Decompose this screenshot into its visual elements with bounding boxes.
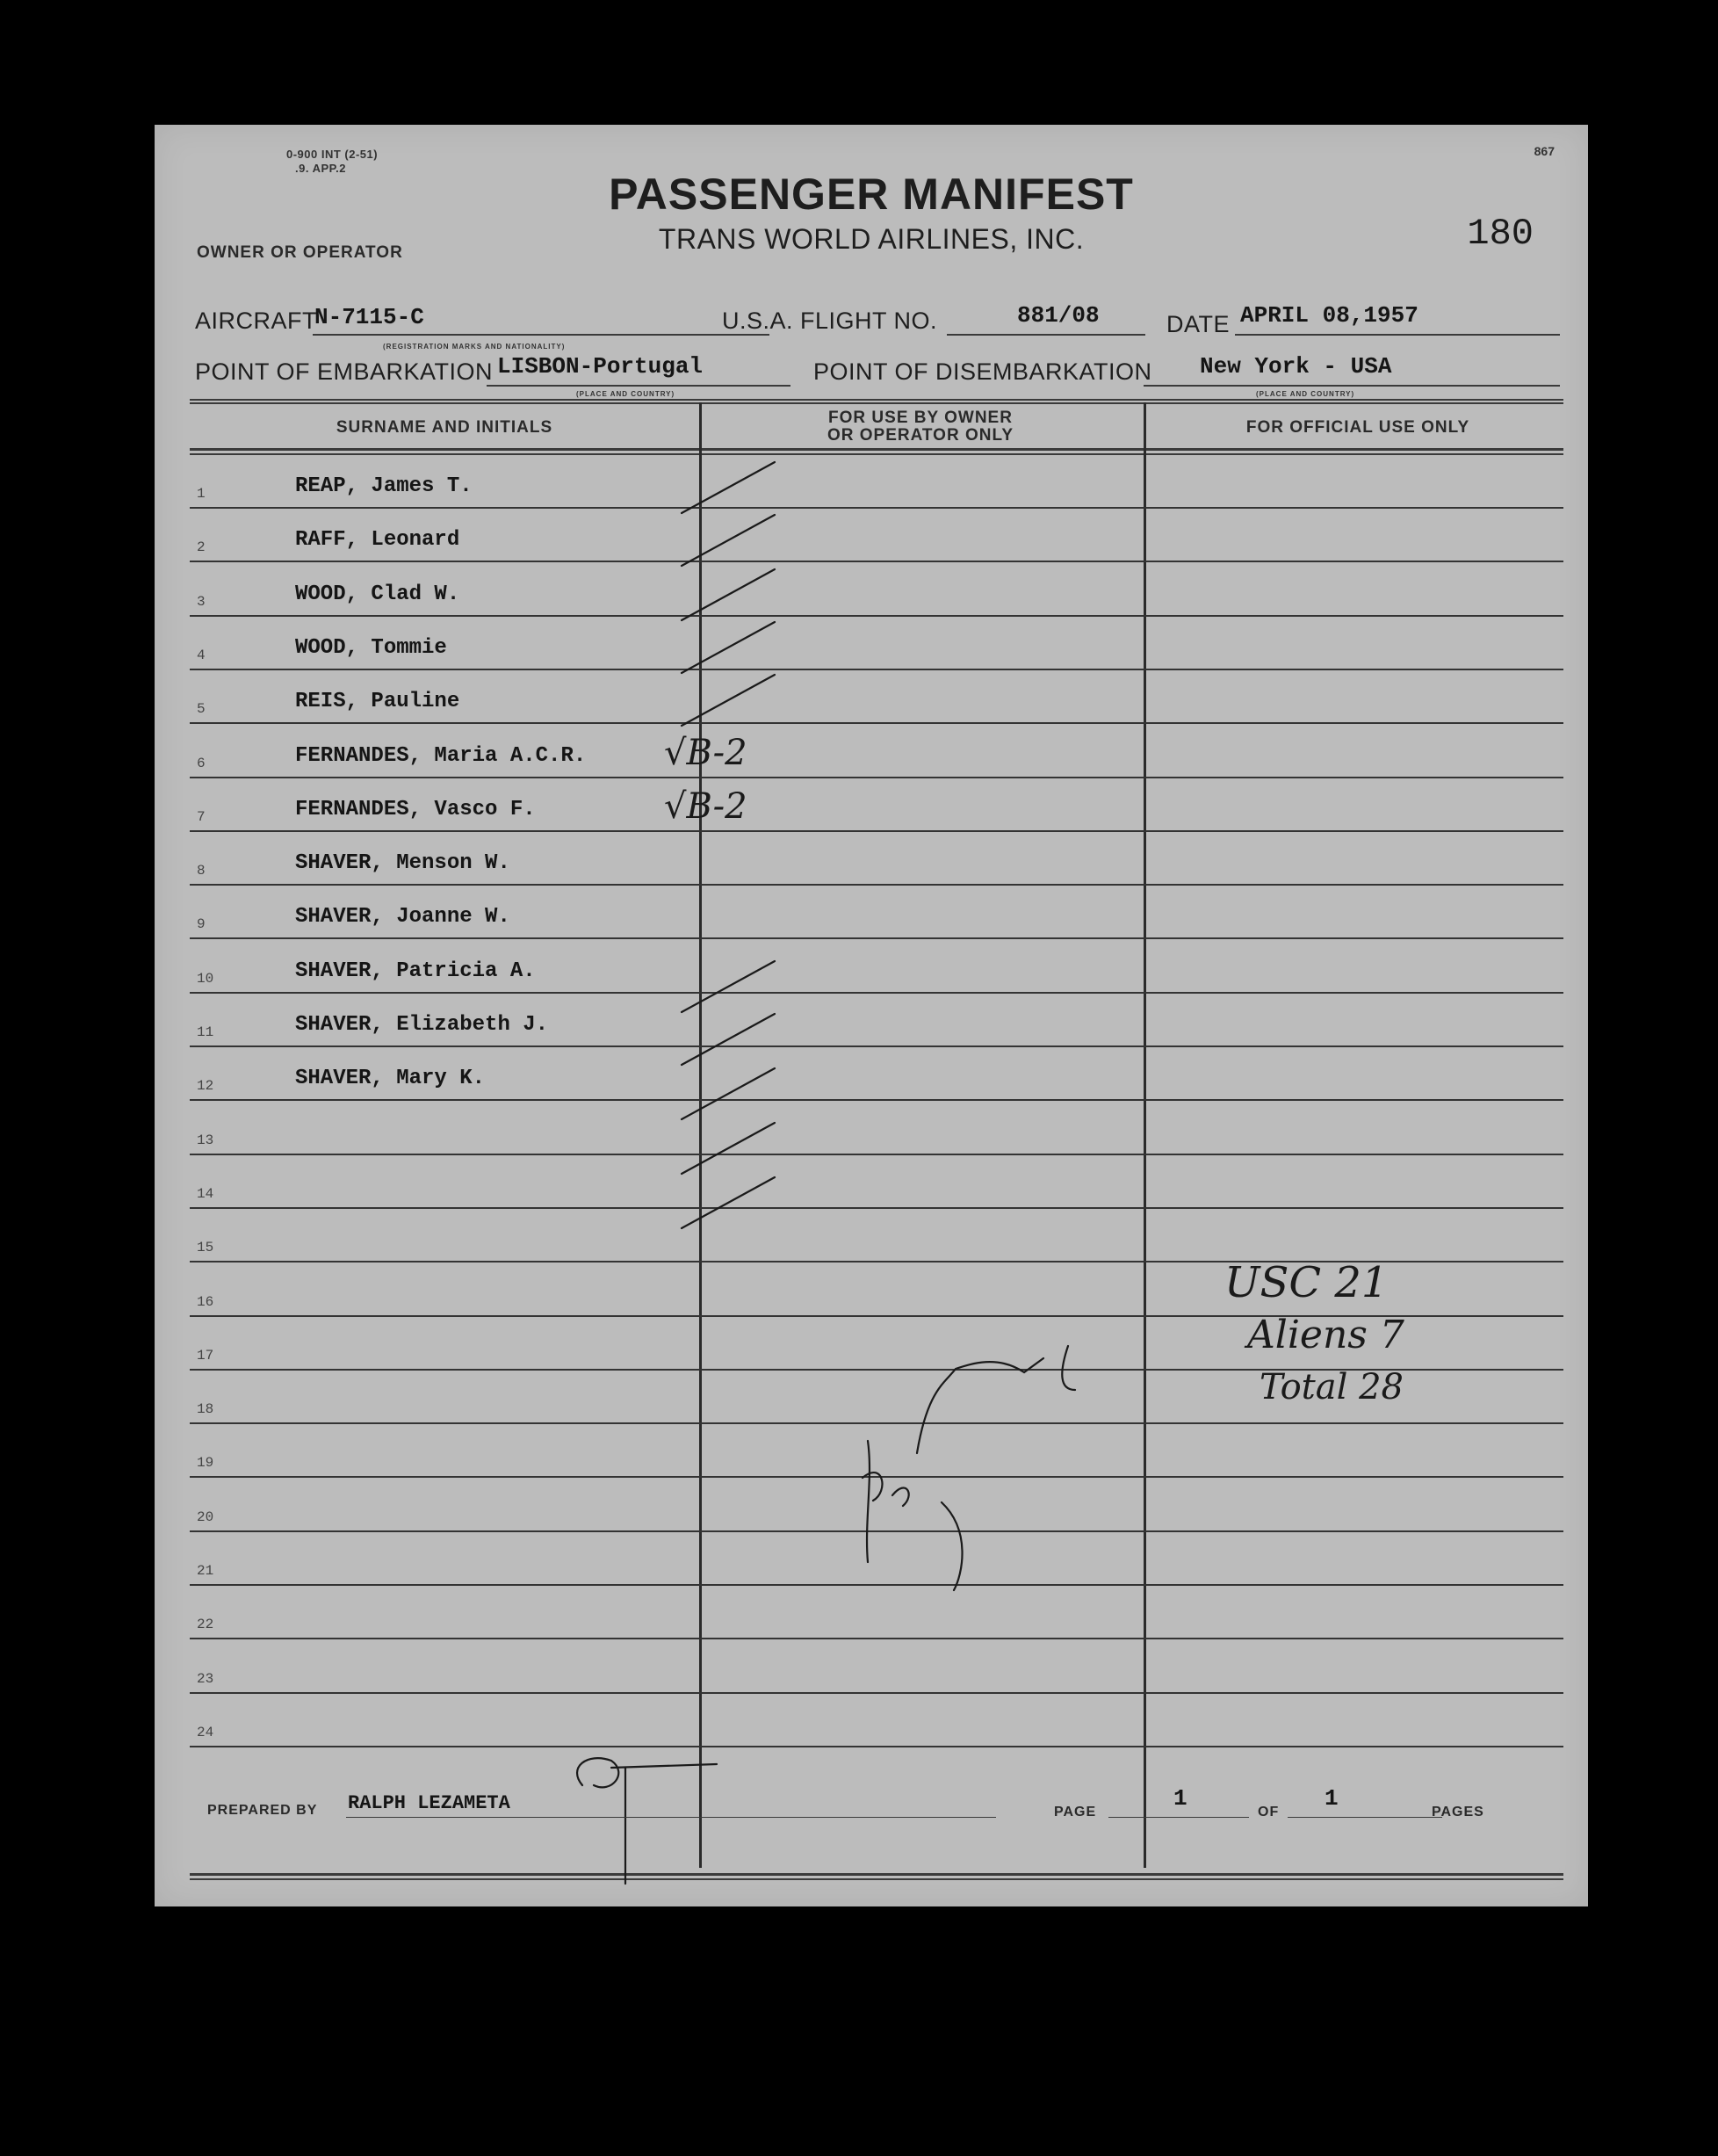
pages-label: PAGES [1432, 1805, 1484, 1820]
row-number: 7 [197, 808, 206, 825]
prepared-by-value: RALPH LEZAMETA [348, 1792, 510, 1814]
flight-number-value: 881/08 [1017, 302, 1100, 329]
row-number: 18 [197, 1401, 214, 1418]
check-stroke-1 [682, 462, 775, 513]
row-number: 10 [197, 970, 214, 987]
passenger-name: SHAVER, Patricia A. [295, 959, 536, 983]
of-value: 1 [1325, 1785, 1339, 1812]
row-number: 4 [197, 647, 206, 663]
official-note-aliens: Aliens 7 [1247, 1313, 1404, 1357]
passenger-name: REIS, Pauline [295, 690, 460, 714]
passenger-name: FERNANDES, Maria A.C.R. [295, 743, 587, 768]
date-label: DATE [1166, 311, 1231, 337]
passenger-name: SHAVER, Elizabeth J. [295, 1013, 549, 1037]
row-number: 14 [197, 1185, 214, 1202]
row-number: 13 [197, 1132, 214, 1148]
row-number: 22 [197, 1617, 214, 1633]
check-stroke-9 [682, 1014, 775, 1065]
passenger-name: SHAVER, Joanne W. [295, 905, 510, 930]
disembarkation-note: (PLACE AND COUNTRY) [1256, 390, 1355, 398]
registration-note: (REGISTRATION MARKS AND NATIONALITY) [383, 343, 566, 351]
passenger-name: REAP, James T. [295, 474, 473, 498]
row-number: 9 [197, 916, 206, 933]
passenger-name: SHAVER, Menson W. [295, 851, 510, 876]
row-number: 15 [197, 1240, 214, 1256]
owner-use-header: FOR USE BY OWNER OR OPERATOR ONLY [827, 409, 1014, 445]
check-stroke-5 [682, 675, 775, 726]
passenger-name: WOOD, Clad W. [295, 582, 460, 606]
row-number: 24 [197, 1724, 214, 1740]
row-number: 19 [197, 1455, 214, 1472]
prepared-by-underline [346, 1817, 996, 1818]
check-stroke-3 [682, 569, 775, 620]
disembarkation-value: New York - USA [1200, 353, 1392, 380]
preparer-signature [577, 1758, 717, 1787]
passenger-name: FERNANDES, Vasco F. [295, 797, 536, 821]
disembarkation-label: POINT OF DISEMBARKATION [813, 358, 1152, 385]
form-code: 0-900 INT (2-51) .9. APP.2 [286, 148, 379, 175]
manifest-sheet [155, 125, 1588, 1906]
embarkation-value: LISBON-Portugal [497, 353, 704, 380]
page-label: PAGE [1054, 1805, 1097, 1820]
embarkation-label: POINT OF EMBARKATION [195, 358, 494, 385]
row-number: 6 [197, 755, 206, 771]
passenger-name: SHAVER, Mary K. [295, 1067, 486, 1091]
row-number: 11 [197, 1024, 214, 1040]
check-stroke-10 [682, 1068, 775, 1119]
owner-operator-label: OWNER OR OPERATOR [197, 243, 403, 262]
row-number: 12 [197, 1078, 214, 1095]
document-title: PASSENGER MANIFEST [609, 170, 1134, 219]
row-number: 20 [197, 1508, 214, 1525]
check-stroke-11 [682, 1123, 775, 1174]
row-number: 2 [197, 539, 206, 556]
check-stroke-12 [682, 1177, 775, 1228]
airline-name: TRANS WORLD AIRLINES, INC. [658, 223, 1085, 255]
embarkation-note: (PLACE AND COUNTRY) [576, 390, 675, 398]
corner-number: 867 [1534, 144, 1555, 158]
page-value: 1 [1173, 1785, 1187, 1812]
handwriting-overlay [155, 125, 1588, 1906]
visa-mark: √B-2 [664, 732, 747, 773]
row-number: 16 [197, 1293, 214, 1310]
row-number: 3 [197, 593, 206, 610]
row-number: 5 [197, 701, 206, 718]
of-underline [1288, 1817, 1442, 1818]
check-stroke-8 [682, 961, 775, 1012]
check-stroke-4 [682, 622, 775, 673]
row-number: 23 [197, 1670, 214, 1687]
aircraft-label: AIRCRAFT [195, 307, 317, 334]
signature-tail [942, 1502, 963, 1590]
row-number: 8 [197, 863, 206, 879]
row-number: 1 [197, 486, 206, 502]
passenger-name: RAFF, Leonard [295, 528, 460, 553]
date-value: APRIL 08,1957 [1240, 302, 1418, 329]
official-use-header: FOR OFFICIAL USE ONLY [1245, 418, 1470, 437]
official-note-total: Total 28 [1260, 1367, 1404, 1407]
visa-mark: √B-2 [664, 785, 747, 827]
aircraft-value: N-7115-C [314, 304, 424, 330]
page-underline [1108, 1817, 1249, 1818]
row-number: 21 [197, 1563, 214, 1579]
page-stamp-number: 180 [1467, 213, 1534, 255]
check-stroke-2 [682, 515, 775, 566]
passenger-name: WOOD, Tommie [295, 635, 447, 660]
of-label: OF [1258, 1805, 1280, 1820]
official-note-usc: USC 21 [1224, 1258, 1389, 1307]
row-number: 17 [197, 1347, 214, 1364]
signature-scrawl [863, 1346, 1075, 1562]
surname-header: SURNAME AND INITIALS [336, 418, 553, 437]
prepared-by-label: PREPARED BY [207, 1803, 318, 1818]
flight-number-label: U.S.A. FLIGHT NO. [722, 307, 938, 334]
